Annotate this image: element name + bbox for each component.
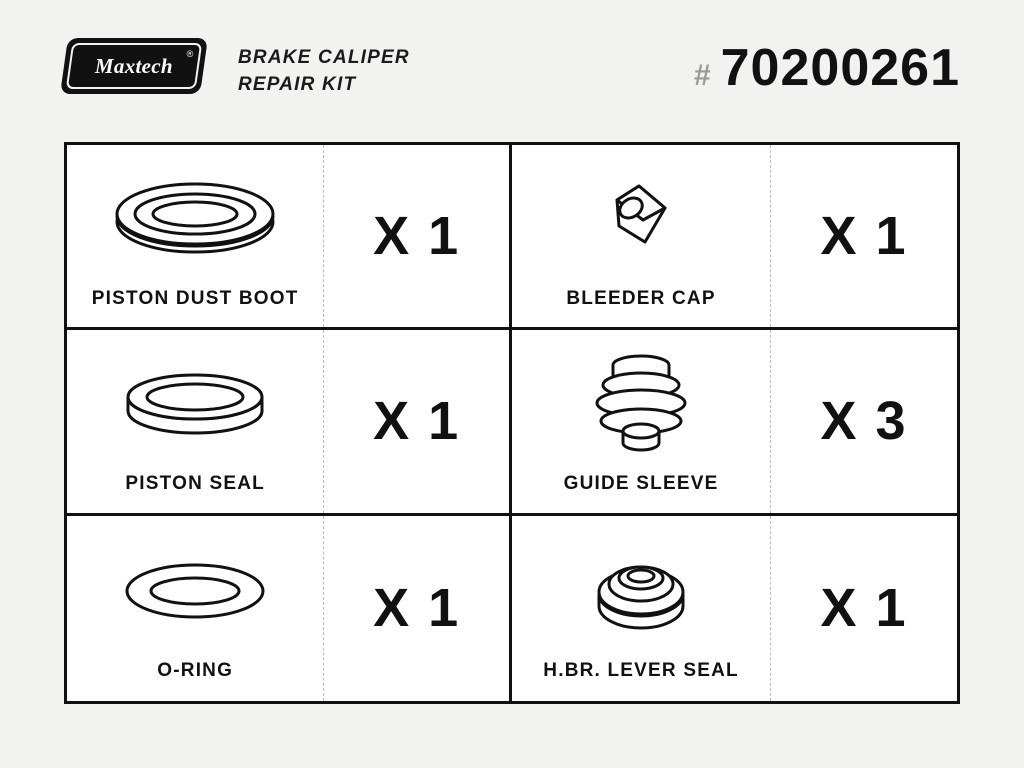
part-label: BLEEDER CAP [566, 288, 716, 310]
table-row [512, 330, 957, 515]
brand-name: Maxtech [95, 53, 173, 78]
quantity-value: X 1 [373, 206, 461, 267]
page-title-line-2: REPAIR KIT [238, 74, 357, 95]
kit-contents-table [64, 142, 960, 704]
part-cell-bleeder-cap [512, 145, 770, 327]
hbr-lever-seal-icon [571, 536, 711, 646]
quantity-cell [770, 516, 957, 701]
hash-icon: # [693, 59, 711, 92]
table-row [512, 516, 957, 701]
quantity-value: X 3 [820, 391, 908, 452]
piston-seal-icon [110, 349, 280, 459]
page-title [238, 44, 410, 98]
bleeder-cap-icon [581, 164, 701, 274]
quantity-value: X 1 [820, 206, 908, 267]
part-label: PISTON SEAL [125, 473, 265, 495]
quantity-cell [323, 516, 509, 701]
part-cell-hbr-lever-seal [512, 516, 770, 701]
quantity-value: X 1 [373, 391, 461, 452]
part-number-block [694, 38, 960, 98]
part-cell-piston-dust-boot [67, 145, 323, 327]
page-title-line-1: BRAKE CALIPER [238, 47, 410, 68]
table-row [67, 330, 512, 515]
part-number: 70200261 [720, 39, 960, 97]
quantity-value: X 1 [820, 578, 908, 639]
part-label: H.BR. LEVER SEAL [543, 660, 739, 682]
part-cell-guide-sleeve [512, 330, 770, 512]
quantity-cell [770, 330, 957, 512]
part-cell-o-ring [67, 516, 323, 701]
quantity-value: X 1 [373, 578, 461, 639]
guide-sleeve-icon [571, 349, 711, 459]
brand-logo [60, 38, 208, 94]
table-row [512, 145, 957, 330]
part-cell-piston-seal [67, 330, 323, 512]
registered-trademark-icon: ® [187, 49, 194, 59]
quantity-cell [323, 330, 509, 512]
part-label: O-RING [157, 660, 234, 682]
brand-logo-frame [66, 43, 202, 89]
page-header [64, 34, 960, 106]
part-label: PISTON DUST BOOT [91, 288, 299, 310]
piston-dust-boot-icon [110, 164, 280, 274]
table-row [67, 516, 512, 701]
o-ring-icon [110, 536, 280, 646]
quantity-cell [770, 145, 957, 327]
quantity-cell [323, 145, 509, 327]
table-row [67, 145, 512, 330]
part-label: GUIDE SLEEVE [563, 473, 719, 495]
